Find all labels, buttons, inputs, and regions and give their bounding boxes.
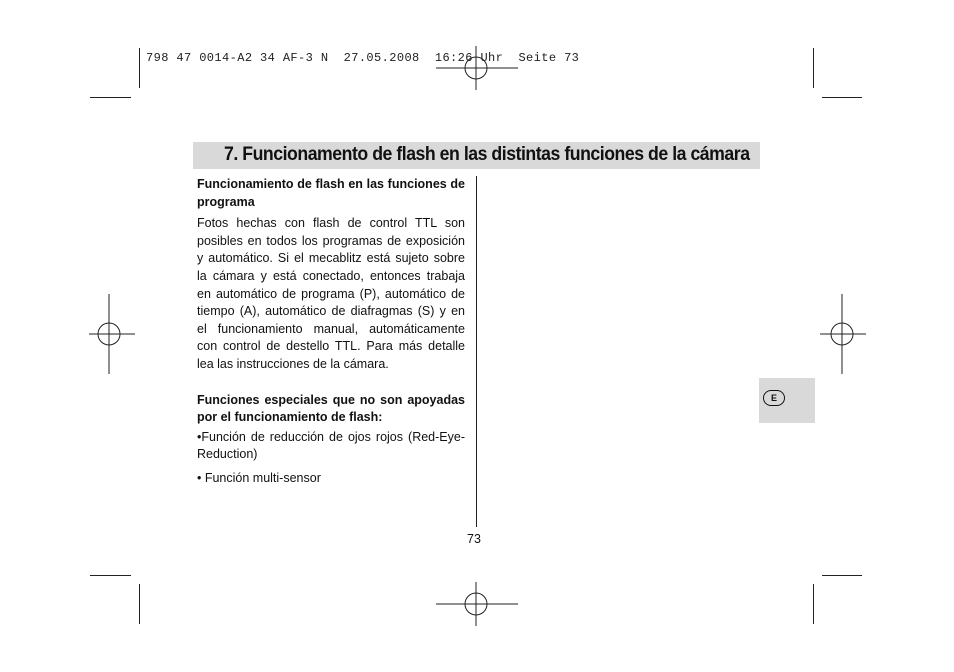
crop-mark-bottom-right-vertical <box>813 584 814 624</box>
bullet-red-eye-reduction: •Función de reducción de ojos rojos (Red-Eye-Reduction) <box>197 429 465 462</box>
crop-mark-bottom-left-horizontal <box>90 575 131 576</box>
text-column <box>197 176 465 488</box>
language-badge: E <box>763 390 785 406</box>
crop-mark-bottom-right-horizontal <box>822 575 862 576</box>
print-header: 798 47 0014-A2 34 AF-3 N 27.05.2008 16:26 Uhr Seite 73 <box>146 51 580 65</box>
subheading-unsupported-functions: Funciones especiales que no son apoyadas por el funcionamiento de flash: <box>197 392 465 425</box>
crop-mark-top-left-horizontal <box>90 97 131 98</box>
section-title: 7. Funcionamento de flash en las distintas funciones de la cámara <box>224 144 750 165</box>
page-number: 73 <box>467 532 481 546</box>
registration-mark-right-icon <box>820 294 866 374</box>
section-title-bar <box>193 142 760 169</box>
crop-mark-top-left-vertical <box>139 48 140 88</box>
column-divider <box>476 176 477 527</box>
registration-mark-top-icon <box>436 46 518 90</box>
registration-mark-bottom-icon <box>436 582 518 626</box>
crop-mark-bottom-left-vertical <box>139 584 140 624</box>
crop-mark-top-right-vertical <box>813 48 814 88</box>
crop-mark-top-right-horizontal <box>822 97 862 98</box>
subheading-program-functions: Funcionamiento de flash en las funciones de programa <box>197 177 465 209</box>
registration-mark-left-icon <box>89 294 135 374</box>
language-tab <box>759 378 815 423</box>
body-paragraph: Fotos hechas con flash de control TTL son posibles en todos los programas de exposición y automático. Si el mecablitz está sujeto sobre la cámara y está conectado, entonces trabaja en automático de programa (P), automático de tiempo (A), automático de diafragmas (S) y en el funcionamiento manual, automáticamente con control de destello TTL. Para más detalle lea las instrucciones de la cámara. <box>197 216 465 371</box>
bullet-multi-sensor: • Función multi-sensor <box>197 470 321 485</box>
